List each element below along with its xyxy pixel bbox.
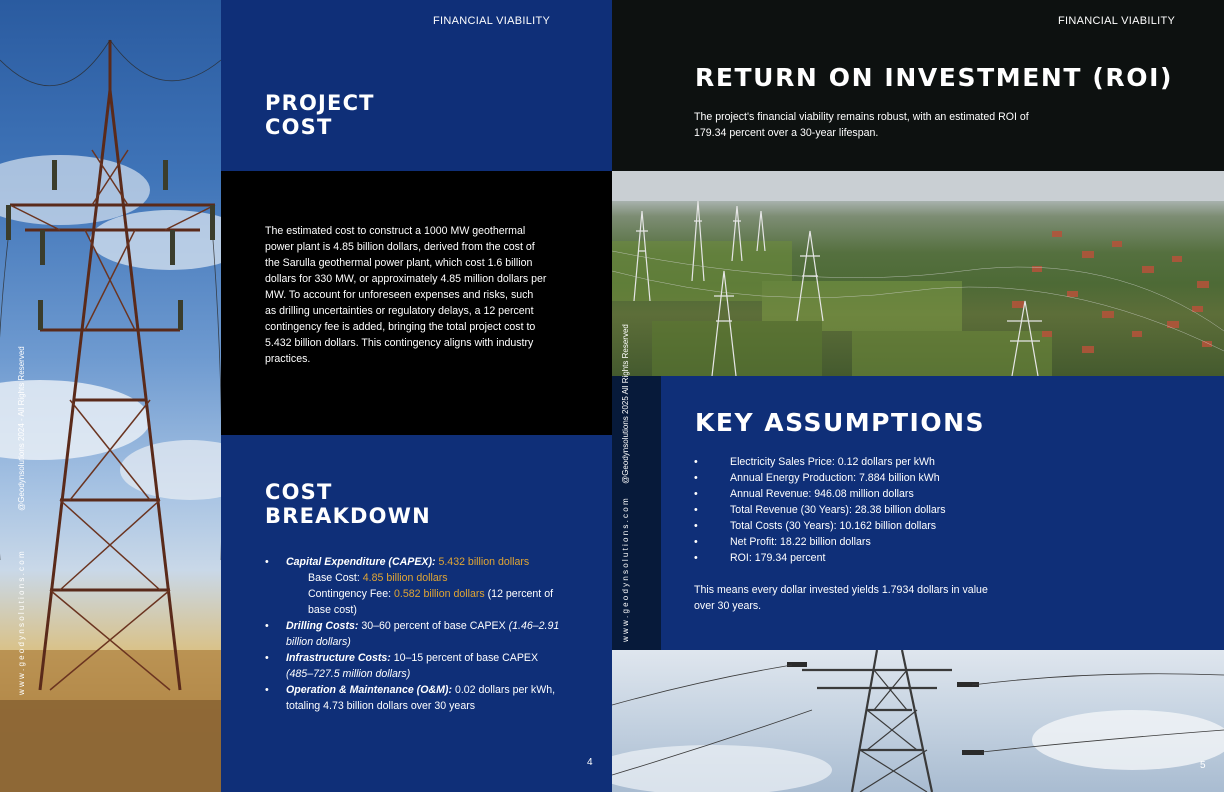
contingency-value: 0.582 billion dollars (394, 588, 485, 600)
roi-title: RETURN ON INVESTMENT (ROI) (695, 63, 1174, 92)
base-cost-value: 4.85 billion dollars (362, 572, 448, 584)
list-item-capex (265, 554, 565, 618)
tower-bottom-illustration (612, 650, 1224, 792)
drilling-note: (1.46–2.91 billion dollars) (286, 620, 560, 648)
infrastructure-label: Infrastructure Costs: (286, 652, 391, 664)
aerial-pylons-photo (612, 171, 1224, 376)
tower-photo-bottom (612, 650, 1224, 792)
credit-url: w w w . g e o d y n s o l u t i o n s . c o m (621, 498, 630, 642)
contingency-line (286, 586, 565, 618)
om-text: 0.02 dollars per kWh, totaling 4.73 billion dollars over 30 years (286, 684, 556, 712)
list-item-om (265, 682, 565, 714)
key-assumptions-title: KEY ASSUMPTIONS (695, 408, 986, 437)
assumption-item (694, 454, 1014, 470)
bullet: • (694, 472, 698, 484)
page-number-right: 5 (1200, 760, 1206, 771)
capex-label: Capital Expenditure (CAPEX): (286, 556, 436, 568)
assumption-text: Electricity Sales Price: 0.12 dollars per kWh (730, 456, 935, 468)
bullet: • (694, 520, 698, 532)
bullet: • (265, 620, 269, 632)
base-cost-line (286, 570, 565, 586)
running-head-right: FINANCIAL VIABILITY (1058, 15, 1176, 27)
credit-copyright: @Geodynsolutions 2024 - All Rights Reserved (17, 346, 26, 511)
cost-breakdown-panel (221, 435, 612, 792)
aerial-landscape-illustration (612, 171, 1224, 376)
assumption-item (694, 470, 1014, 486)
project-cost-paragraph: The estimated cost to construct a 1000 MW geothermal power plant is 4.85 billion dollars, derived from the cost of the Sarulla geothermal power plant, which cost 1.6 billion dollars for 330 MW, or approximately 4.85 million dollars per MW. To account for unforeseen expenses and risks, such as drilling uncertainties or regulatory delays, a 12 percent contingency fee is added, bringing the total project cost to 5.432 billion dollars. This contingency aligns with industry practices. (265, 225, 547, 365)
assumption-text: ROI: 179.34 percent (730, 552, 826, 564)
bullet: • (694, 488, 698, 500)
capex-value: 5.432 billion dollars (438, 556, 530, 568)
cost-breakdown-title-line2: BREAKDOWN (265, 504, 431, 528)
roi-paragraph: The project's financial viability remains robust, with an estimated ROI of 179.34 percent over a 30-year lifespan. (694, 111, 1029, 139)
key-assumptions-panel (612, 324, 1224, 650)
contingency-label: Contingency Fee: (308, 588, 392, 600)
cost-breakdown-list (265, 554, 565, 714)
credit-url: w w w . g e o d y n s o l u t i o n s . c o m (17, 551, 26, 695)
assumption-text: Total Costs (30 Years): 10.162 billion dollars (730, 520, 937, 532)
roi-header-panel (612, 0, 1224, 171)
contingency-note: (12 percent of base cost) (308, 588, 554, 616)
assumption-item (694, 502, 1014, 518)
bullet: • (265, 556, 269, 568)
assumption-text: Annual Revenue: 946.08 million dollars (730, 488, 914, 500)
bullet: • (694, 504, 698, 516)
cost-breakdown-title-line1: COST (265, 480, 333, 504)
vertical-credit-left (17, 346, 26, 695)
assumption-text: Annual Energy Production: 7.884 billion kWh (730, 472, 940, 484)
running-head-left: FINANCIAL VIABILITY (433, 15, 551, 27)
drilling-text: 30–60 percent of base CAPEX (361, 620, 506, 632)
vertical-credit-right (621, 324, 630, 642)
bullet: • (265, 652, 269, 664)
assumption-text: Total Revenue (30 Years): 28.38 billion dollars (730, 504, 946, 516)
assumption-item (694, 486, 1014, 502)
bullet: • (694, 552, 698, 564)
transmission-tower-illustration (0, 0, 221, 792)
page-number-left: 4 (587, 757, 593, 768)
project-cost-title (265, 91, 375, 139)
assumptions-conclusion: This means every dollar invested yields 1.7934 dollars in value over 30 years. (694, 584, 988, 612)
project-cost-header-panel (221, 0, 612, 171)
bullet: • (694, 456, 698, 468)
list-item-drilling (265, 618, 565, 650)
list-item-infrastructure (265, 650, 565, 682)
base-cost-label: Base Cost: (308, 572, 360, 584)
assumption-text: Net Profit: 18.22 billion dollars (730, 536, 871, 548)
bullet: • (265, 684, 269, 696)
om-label: Operation & Maintenance (O&M): (286, 684, 452, 696)
tower-photo-left (0, 0, 221, 792)
project-cost-body-panel (221, 171, 612, 435)
assumptions-list (694, 454, 1014, 566)
infrastructure-note: (485–727.5 million dollars) (286, 668, 411, 680)
bullet: • (694, 536, 698, 548)
assumption-item (694, 534, 1014, 550)
cost-breakdown-title (265, 480, 431, 528)
assumption-item (694, 550, 1014, 566)
infrastructure-text: 10–15 percent of base CAPEX (393, 652, 539, 664)
project-cost-title-line1: PROJECT (265, 91, 375, 115)
drilling-label: Drilling Costs: (286, 620, 359, 632)
credit-copyright: @Geodynsolutions 2025 All Rights Reserved (621, 324, 630, 484)
credit-strip-right (612, 376, 661, 650)
assumption-item (694, 518, 1014, 534)
project-cost-title-line2: COST (265, 115, 333, 139)
